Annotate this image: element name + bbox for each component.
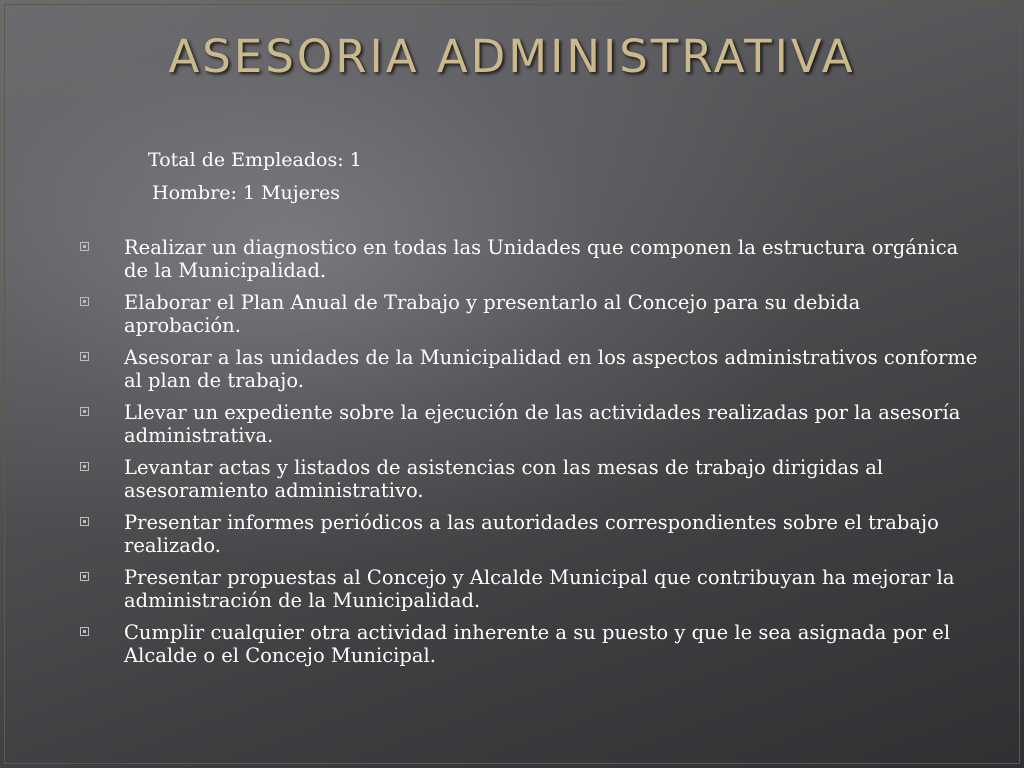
square-bullet-icon	[80, 242, 89, 251]
gender-breakdown-text: Hombre: 1 Mujeres	[152, 182, 340, 204]
list-item	[78, 456, 978, 502]
employee-stats	[148, 144, 362, 210]
square-bullet-icon	[80, 407, 89, 416]
list-item	[78, 291, 978, 337]
task-text: Levantar actas y listados de asistencias con las mesas de trabajo dirigidas al asesoramiento administrativo.	[124, 456, 884, 502]
task-text: Presentar propuestas al Concejo y Alcalde Municipal que contribuyan ha mejorar la administración de la Municipalidad.	[124, 566, 955, 612]
list-item	[78, 621, 978, 667]
task-text: Realizar un diagnostico en todas las Unidades que componen la estructura orgánica de la Municipalidad.	[124, 236, 959, 282]
square-bullet-icon	[80, 297, 89, 306]
list-item	[78, 236, 978, 282]
task-text: Cumplir cualquier otra actividad inherente a su puesto y que le sea asignada por el Alcalde o el Concejo Municipal.	[124, 621, 951, 667]
task-list	[78, 236, 978, 676]
total-employees-text: Total de Empleados: 1	[148, 149, 362, 171]
square-bullet-icon	[80, 352, 89, 361]
square-bullet-icon	[80, 627, 89, 636]
task-text: Llevar un expediente sobre la ejecución de las actividades realizadas por la asesoría administrativa.	[124, 401, 961, 447]
square-bullet-icon	[80, 572, 89, 581]
slide-title: ASESORIA ADMINISTRATIVA	[168, 30, 856, 83]
task-text: Presentar informes periódicos a las autoridades correspondientes sobre el trabajo realizado.	[124, 511, 939, 557]
task-text: Asesorar a las unidades de la Municipalidad en los aspectos administrativos conforme al plan de trabajo.	[124, 346, 978, 392]
list-item	[78, 511, 978, 557]
square-bullet-icon	[80, 517, 89, 526]
list-item	[78, 401, 978, 447]
task-text: Elaborar el Plan Anual de Trabajo y presentarlo al Concejo para su debida aprobación.	[124, 291, 861, 337]
list-item	[78, 346, 978, 392]
list-item	[78, 566, 978, 612]
square-bullet-icon	[80, 462, 89, 471]
